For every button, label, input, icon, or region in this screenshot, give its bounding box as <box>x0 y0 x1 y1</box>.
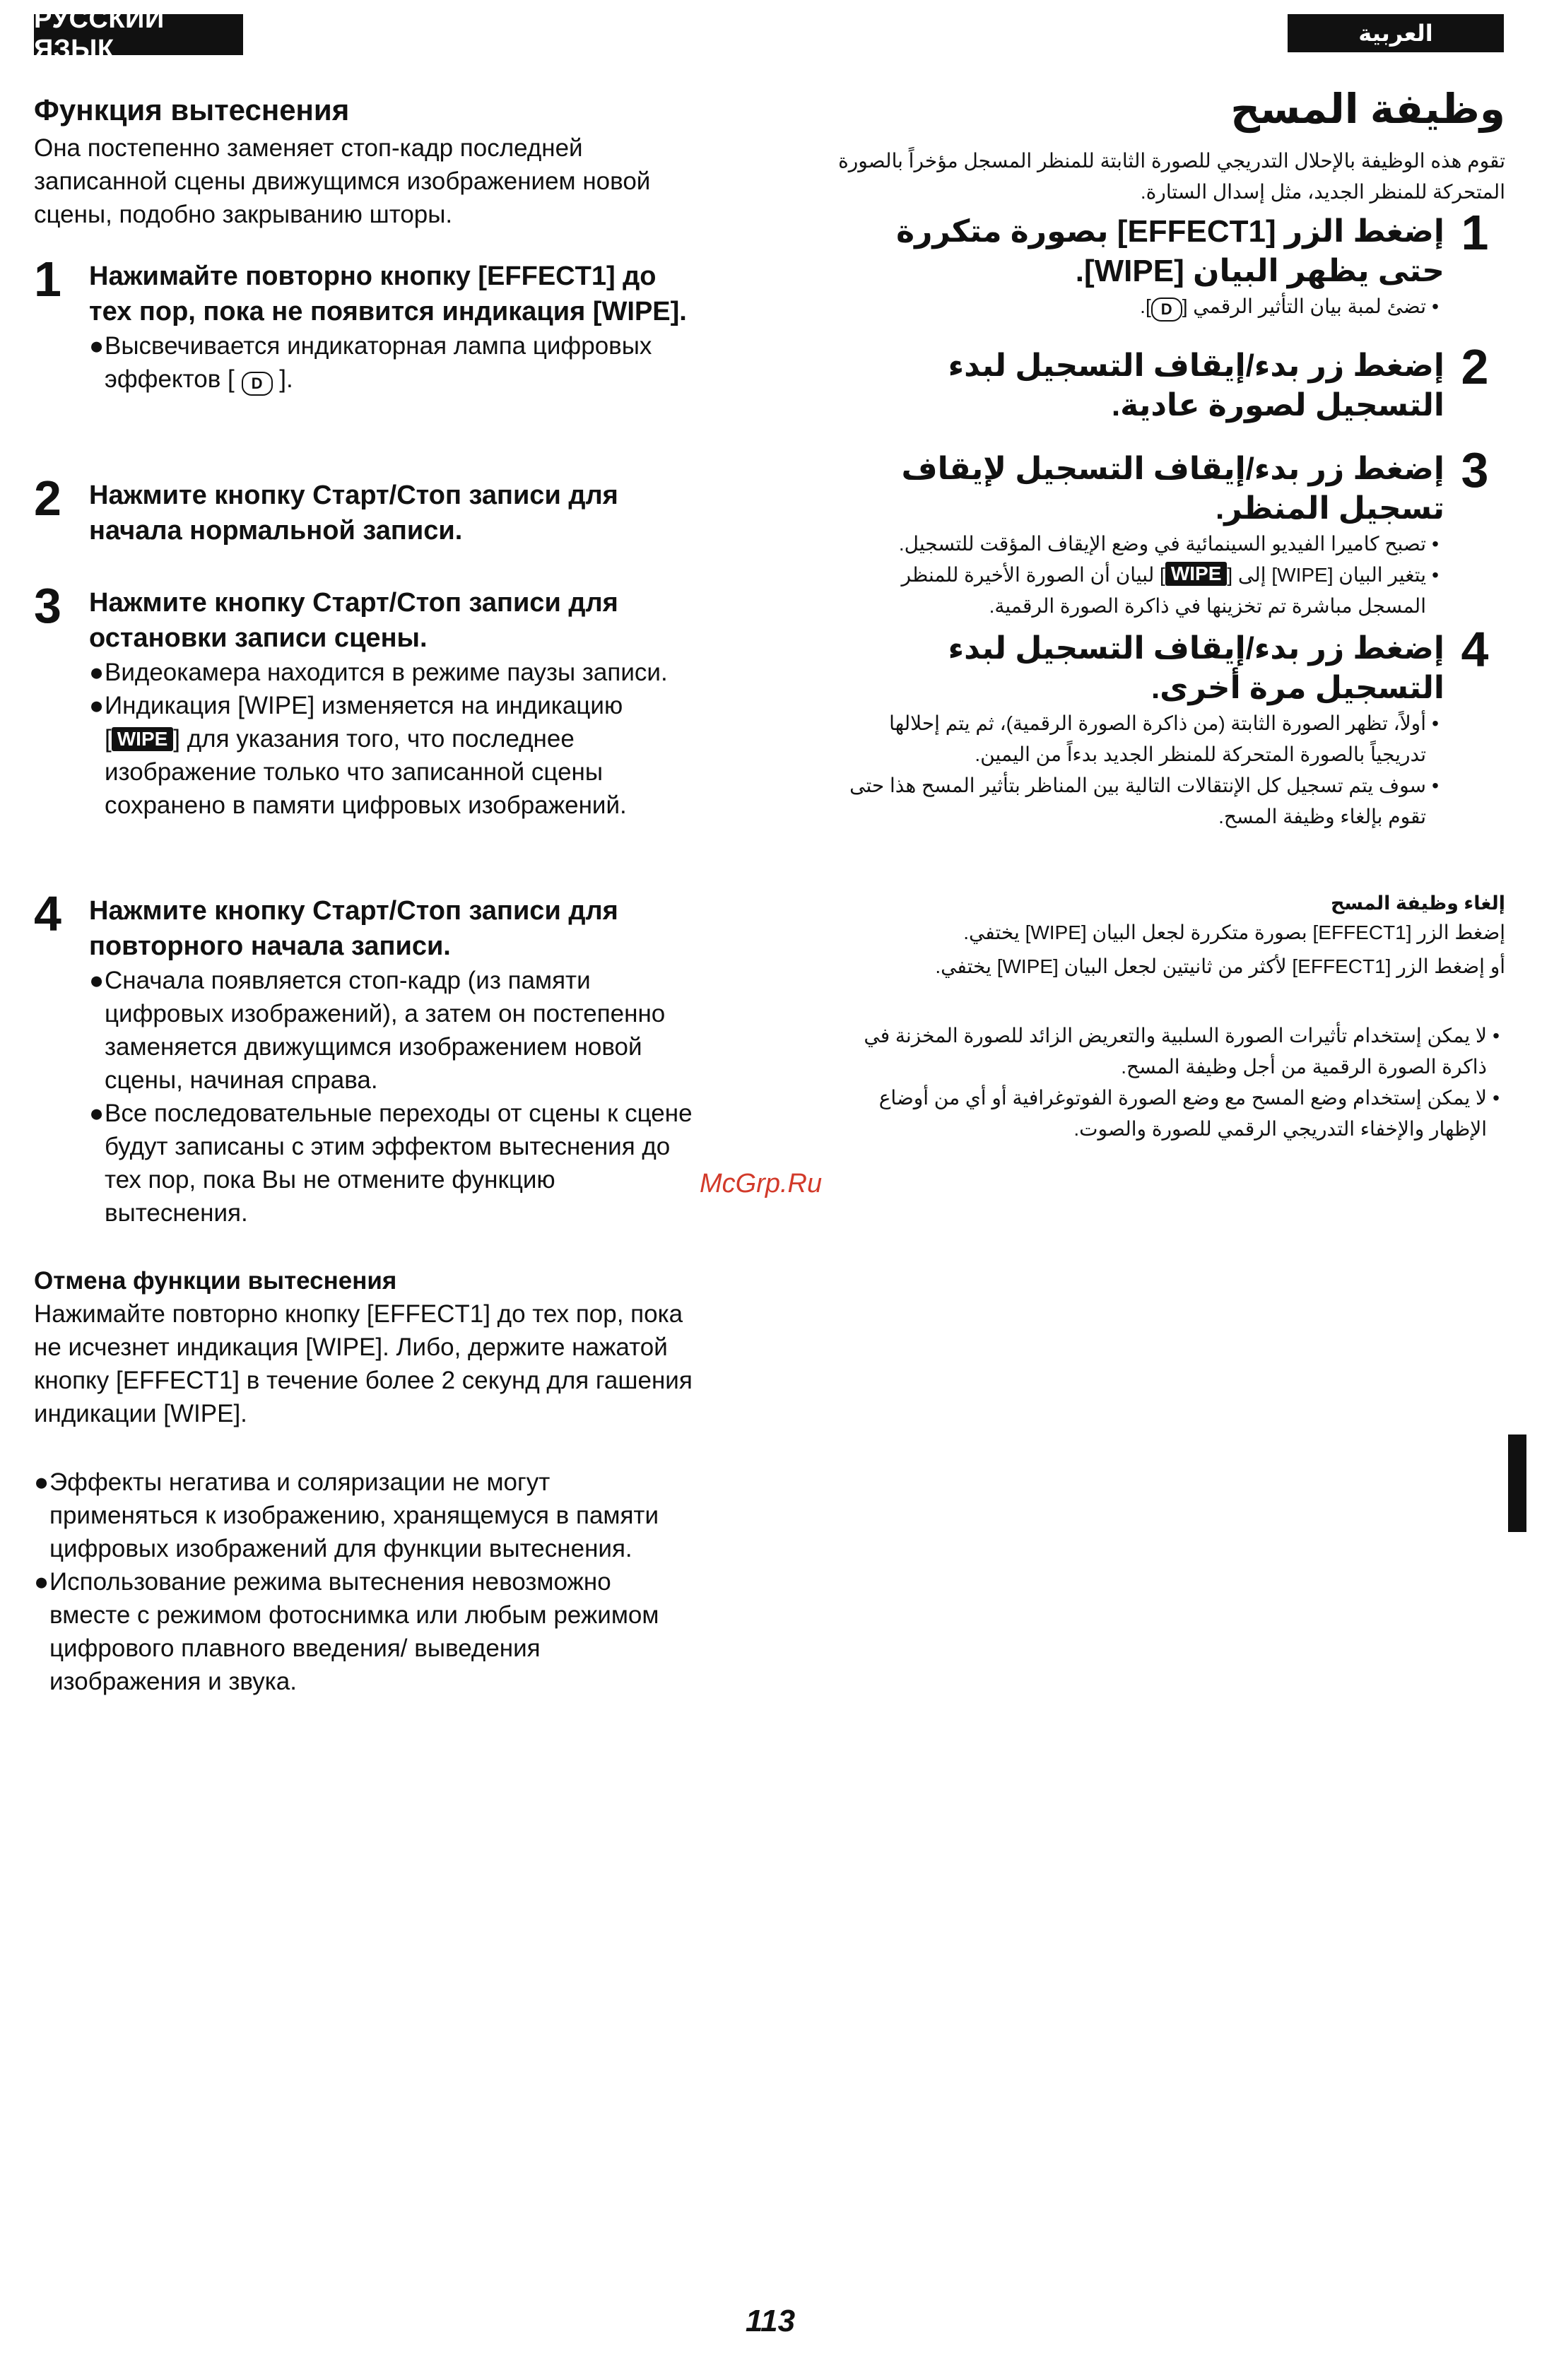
watermark: McGrp.Ru <box>700 1169 823 1198</box>
ar-step-4 <box>834 622 1505 832</box>
section-edge-marker <box>1508 1435 1526 1532</box>
ar-step-heading: إضغط زر بدء/إيقاف التسجيل لبدء التسجيل مرة أخرى. <box>948 631 1444 705</box>
ar-step-number: 3 <box>1461 442 1489 497</box>
ru-bullet: ● Видеокамера находится в режиме паузы записи. <box>89 659 668 686</box>
ar-note: • لا يمكن إستخدام تأثيرات الصورة السلبية والتعريض الزائد للصورة المخزنة في ذاكرة الصورة الرقمية من أجل وظيفة المسح. <box>864 1025 1500 1078</box>
ar-cancel-line-2: أو إضغط الزر [EFFECT1] لأكثر من ثانيتين لجعل البيان [WIPE] يختفي. <box>935 955 1505 977</box>
ru-step-heading: Нажмите кнопку Старт/Стоп записи для начала нормальной записи. <box>89 481 618 546</box>
ru-note: ● Эффекты негатива и соляризации не могут применяться к изображению, хранящемуся в памяти цифровых изображений для функции вытеснения. <box>34 1468 659 1562</box>
ar-bullet: • يتغير البيان [WIPE] إلى [WIPE] لبيان أن الصورة الأخيرة للمنظر المسجل مباشرة تم تخزينها في ذاكرة الصورة الرقمية. <box>901 562 1439 617</box>
ar-step-number: 2 <box>1461 339 1489 394</box>
wipe-badge-icon: WIPE <box>112 727 174 751</box>
ar-notes <box>834 1020 1505 1145</box>
ru-step-4 <box>34 886 712 1230</box>
ru-notes <box>34 1466 691 1698</box>
ru-bullet: ● Индикация [WIPE] изменяется на индикацию [ WIPE ] для указания того, что последнее изображение только что записанной сцены сохранено в памяти цифровых изображений. <box>89 692 627 819</box>
digital-effect-icon: D <box>242 372 273 396</box>
ar-cancel-title: إلغاء وظيفة المسح <box>1330 892 1505 914</box>
ru-bullet: ● Высвечивается индикаторная лампа цифровых эффектов [ D ]. <box>89 329 712 396</box>
ar-bullet: • سوف يتم تسجيل كل الإنتقالات التالية بين المناظر بتأثير المسح هذا حتى تقوم بإلغاء وظيفة المسح. <box>849 774 1439 827</box>
ar-step-heading: إضغط زر بدء/إيقاف التسجيل لإيقاف تسجيل المنظر. <box>901 452 1444 526</box>
digital-effect-icon: D <box>1151 298 1182 322</box>
ar-step-3 <box>834 442 1505 622</box>
ar-step-number: 1 <box>1461 205 1489 260</box>
ru-step-number: 1 <box>34 252 61 307</box>
ar-note: • لا يمكن إستخدام وضع المسح مع وضع الصورة الفوتوغرافية أو أي من أوضاع الإظهار والإخفاء التدريجي الرقمي للصورة والصوت. <box>878 1087 1500 1140</box>
ar-step-1 <box>834 205 1505 322</box>
ar-section-title: وظيفة المسح <box>1230 86 1505 132</box>
language-tab-arabic: العربية <box>1288 14 1504 52</box>
wipe-badge-icon: WIPE <box>1165 562 1228 586</box>
ar-bullet: • تصبح كاميرا الفيديو السينمائية في وضع الإيقاف المؤقت للتسجيل. <box>898 533 1439 555</box>
ru-intro-paragraph: Она постепенно заменяет стоп-кадр последней записанной сцены движущимся изображением новой сцены, подобно закрыванию шторы. <box>34 134 651 228</box>
language-tab-russian: РУССКИЙ ЯЗЫК <box>34 14 243 55</box>
ru-bullet: ● Все последовательные переходы от сцены к сцене будут записаны с этим эффектом вытеснения до тех пор, пока Вы не отмените функцию вытеснения. <box>89 1100 693 1227</box>
ru-cancel-title: Отмена функции вытеснения <box>34 1267 397 1295</box>
ru-step-number: 3 <box>34 578 61 633</box>
ar-bullet: • أولاً، تظهر الصورة الثابتة (من ذاكرة الصورة الرقمية)، ثم يتم إحلالها تدريجياً بالصورة المتحركة للمنظر الجديد بدءاً من اليمين. <box>889 712 1439 765</box>
ar-step-2 <box>834 339 1505 425</box>
ar-step-heading: إضغط الزر [EFFECT1] بصورة متكررة حتى يظهر البيان [WIPE]. <box>896 214 1444 288</box>
ar-intro-paragraph: تقوم هذه الوظيفة بالإحلال التدريجي للصورة الثابتة للمنظر المسجل مؤخراً بالصورة المتحركة للمنظر الجديد، مثل إسدال الستارة. <box>838 150 1505 203</box>
ru-section-title: Функция вытеснения <box>34 93 350 126</box>
ar-step-number: 4 <box>1461 622 1489 677</box>
ru-bullet: ● Сначала появляется стоп-кадр (из памяти цифровых изображений), а затем он постепенно заменяется движущимся изображением новой сцены, начиная справа. <box>89 967 666 1094</box>
ar-bullet: • تضئ لمبة بيان التأثير الرقمي [D]. <box>834 291 1444 322</box>
ru-step-1 <box>34 252 712 396</box>
ar-step-heading: إضغط زر بدء/إيقاف التسجيل لبدء التسجيل لصورة عادية. <box>948 348 1444 423</box>
ru-step-2 <box>34 471 712 548</box>
ru-step-number: 4 <box>34 886 61 941</box>
ru-step-number: 2 <box>34 471 61 526</box>
ru-cancel-text: Нажимайте повторно кнопку [EFFECT1] до тех пор, пока не исчезнет индикация [WIPE]. Либо, держите нажатой кнопку [EFFECT1] в течение более 2 секунд для гашения индикации [WIPE]. <box>34 1300 693 1427</box>
page-number: 113 <box>745 2304 796 2338</box>
ar-cancel-line-1: إضغط الزر [EFFECT1] بصورة متكررة لجعل البيان [WIPE] يختفي. <box>963 921 1505 943</box>
ru-note: ● Использование режима вытеснения невозможно вместе с режимом фотоснимка или любым режимом цифрового плавного введения/ выведения изображения и звука. <box>34 1568 659 1695</box>
ru-step-heading: Нажимайте повторно кнопку [EFFECT1] до тех пор, пока не появится индикация [WIPE]. <box>89 261 687 326</box>
ru-step-heading: Нажмите кнопку Старт/Стоп записи для остановки записи сцены. <box>89 588 618 653</box>
ru-step-heading: Нажмите кнопку Старт/Стоп записи для повторного начала записи. <box>89 896 618 961</box>
ru-step-3 <box>34 578 712 822</box>
